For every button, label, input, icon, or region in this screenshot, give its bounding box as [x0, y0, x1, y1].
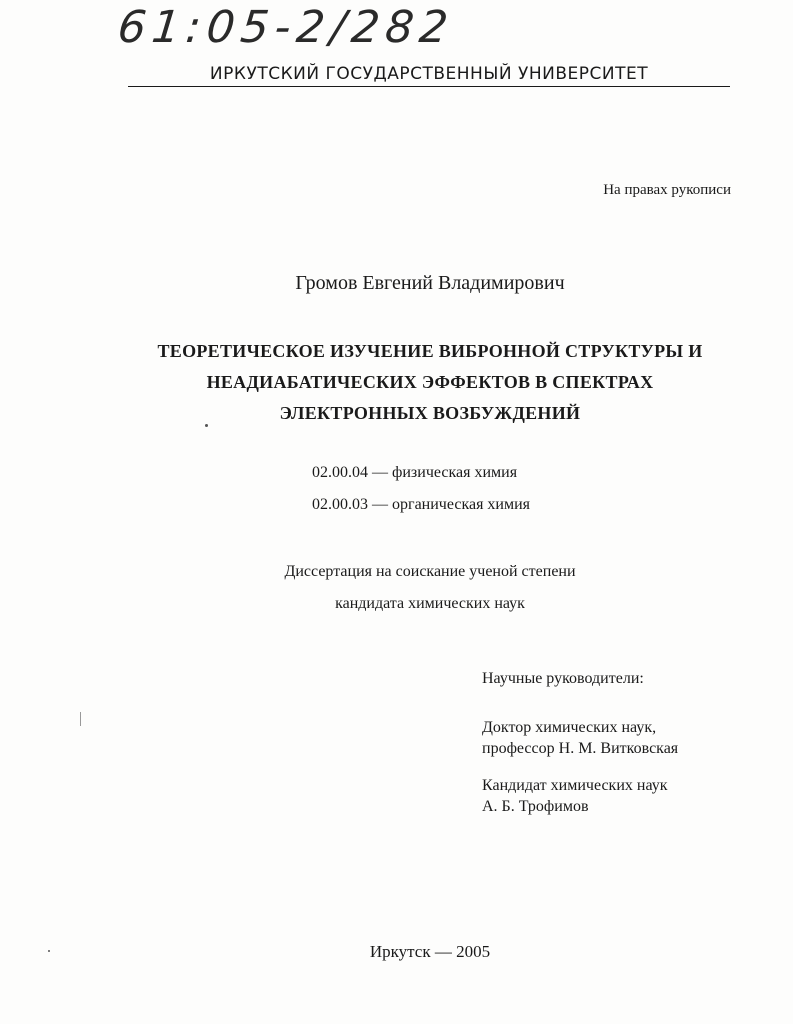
archive-number: 61:05-2/282 — [115, 2, 457, 53]
supervisor-second — [482, 775, 678, 817]
scan-speck — [48, 950, 50, 952]
city-year: Иркутск — 2005 — [369, 942, 491, 961]
supervisors-heading: Научные руководители: — [482, 670, 644, 687]
dissertation-degree — [100, 556, 760, 620]
degree-line: Диссертация на соискание ученой степени — [284, 563, 576, 580]
supervisor-degree: Доктор химических наук, — [482, 719, 657, 736]
specialty-organic-chemistry: 02.00.03 — органическая химия — [312, 496, 531, 513]
university-name: ИРКУТСКИЙ ГОСУДАРСТВЕННЫЙ УНИВЕРСИТЕТ — [128, 64, 730, 87]
scan-speck — [80, 712, 81, 726]
supervisor-name: профессор Н. М. Витковская — [482, 740, 679, 757]
supervisor-first — [482, 717, 678, 759]
title-line: НЕАДИАБАТИЧЕСКИХ ЭФФЕКТОВ В СПЕКТРАХ — [206, 372, 654, 392]
supervisor-name: А. Б. Трофимов — [482, 798, 589, 815]
scan-speck — [205, 424, 208, 427]
supervisor-degree: Кандидат химических наук — [482, 777, 668, 794]
rights-note: На правах рукописи — [603, 182, 731, 198]
supervisors-block — [482, 668, 678, 833]
title-line: ЭЛЕКТРОННЫХ ВОЗБУЖДЕНИЙ — [279, 403, 581, 423]
degree-line: кандидата химических наук — [335, 595, 525, 612]
dissertation-title — [100, 336, 760, 429]
author-name: Громов Евгений Владимирович — [295, 272, 565, 294]
title-line: ТЕОРЕТИЧЕСКОЕ ИЗУЧЕНИЕ ВИБРОННОЙ СТРУКТУРЫ И — [157, 341, 703, 361]
specialty-physical-chemistry: 02.00.04 — физическая химия — [312, 464, 518, 481]
